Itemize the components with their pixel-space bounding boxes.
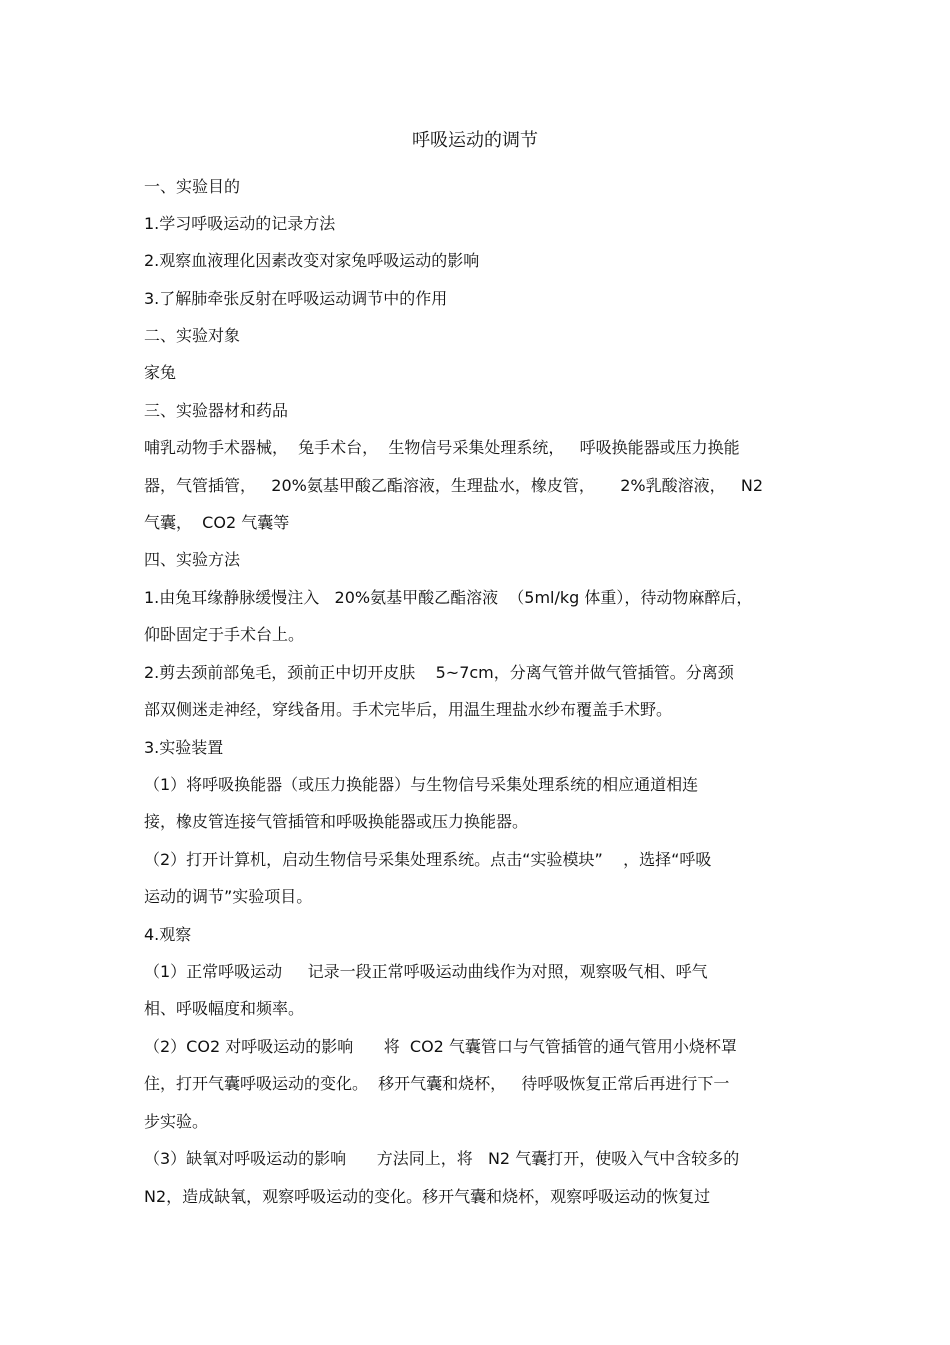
body-line: （2）CO2 对呼吸运动的影响 将 CO2 气囊管口与气管插管的通气管用小烧杯罩 [144,1037,737,1056]
body-line: 2.剪去颈前部兔毛，颈前正中切开皮肤 5~7cm，分离气管并做气管插管。分离颈 [144,663,734,682]
body-line: 1.学习呼吸运动的记录方法 [144,214,336,233]
body-line: 相、呼吸幅度和频率。 [144,999,305,1018]
body-line: 住，打开气囊呼吸运动的变化。 移开气囊和烧杯， 待呼吸恢复正常后再进行下一 [144,1074,730,1093]
body-line: 气囊， CO2 气囊等 [144,513,290,532]
body-line: 一、实验目的 [144,177,241,196]
body-line: 2.观察血液理化因素改变对家兔呼吸运动的影响 [144,251,480,270]
body-line: 器，气管插管， 20%氨基甲酸乙酯溶液，生理盐水，橡皮管， 2%乳酸溶液， N2 [144,476,764,495]
body-line: 4.观察 [144,925,192,944]
body-line: 家兔 [144,363,177,382]
body-line: 3.实验装置 [144,738,224,757]
body-line: 四、实验方法 [144,550,241,569]
body-line: （2）打开计算机，启动生物信号采集处理系统。点击“实验模块” ，选择“呼吸 [144,850,712,869]
body-line: （1）正常呼吸运动 记录一段正常呼吸运动曲线作为对照，观察吸气相、呼气 [144,962,708,981]
body-line: 运动的调节”实验项目。 [144,887,313,906]
body-line: 哺乳动物手术器械， 兔手术台， 生物信号采集处理系统， 呼吸换能器或压力换能 [144,438,740,457]
body-line: 3.了解肺牵张反射在呼吸运动调节中的作用 [144,289,448,308]
body-line: 部双侧迷走神经，穿线备用。手术完毕后，用温生理盐水纱布覆盖手术野。 [144,700,673,719]
body-line: 步实验。 [144,1112,209,1131]
body-line: 接，橡皮管连接气管插管和呼吸换能器或压力换能器。 [144,812,529,831]
body-line: 三、实验器材和药品 [144,401,289,420]
body-line: 仰卧固定于手术台上。 [144,625,305,644]
body-line: N2，造成缺氧，观察呼吸运动的变化。移开气囊和烧杯，观察呼吸运动的恢复过 [144,1187,711,1206]
body-line: 1.由兔耳缘静脉缓慢注入 20%氨基甲酸乙酯溶液 （5ml/kg 体重），待动物麻醉后， [144,588,753,607]
body-line: 二、实验对象 [144,326,241,345]
body-line: （3）缺氧对呼吸运动的影响 方法同上，将 N2 气囊打开，使吸入气中含较多的 [144,1149,740,1168]
body-line: （1）将呼吸换能器（或压力换能器）与生物信号采集处理系统的相应通道相连 [144,775,699,794]
document-title: 呼吸运动的调节 [412,130,538,151]
